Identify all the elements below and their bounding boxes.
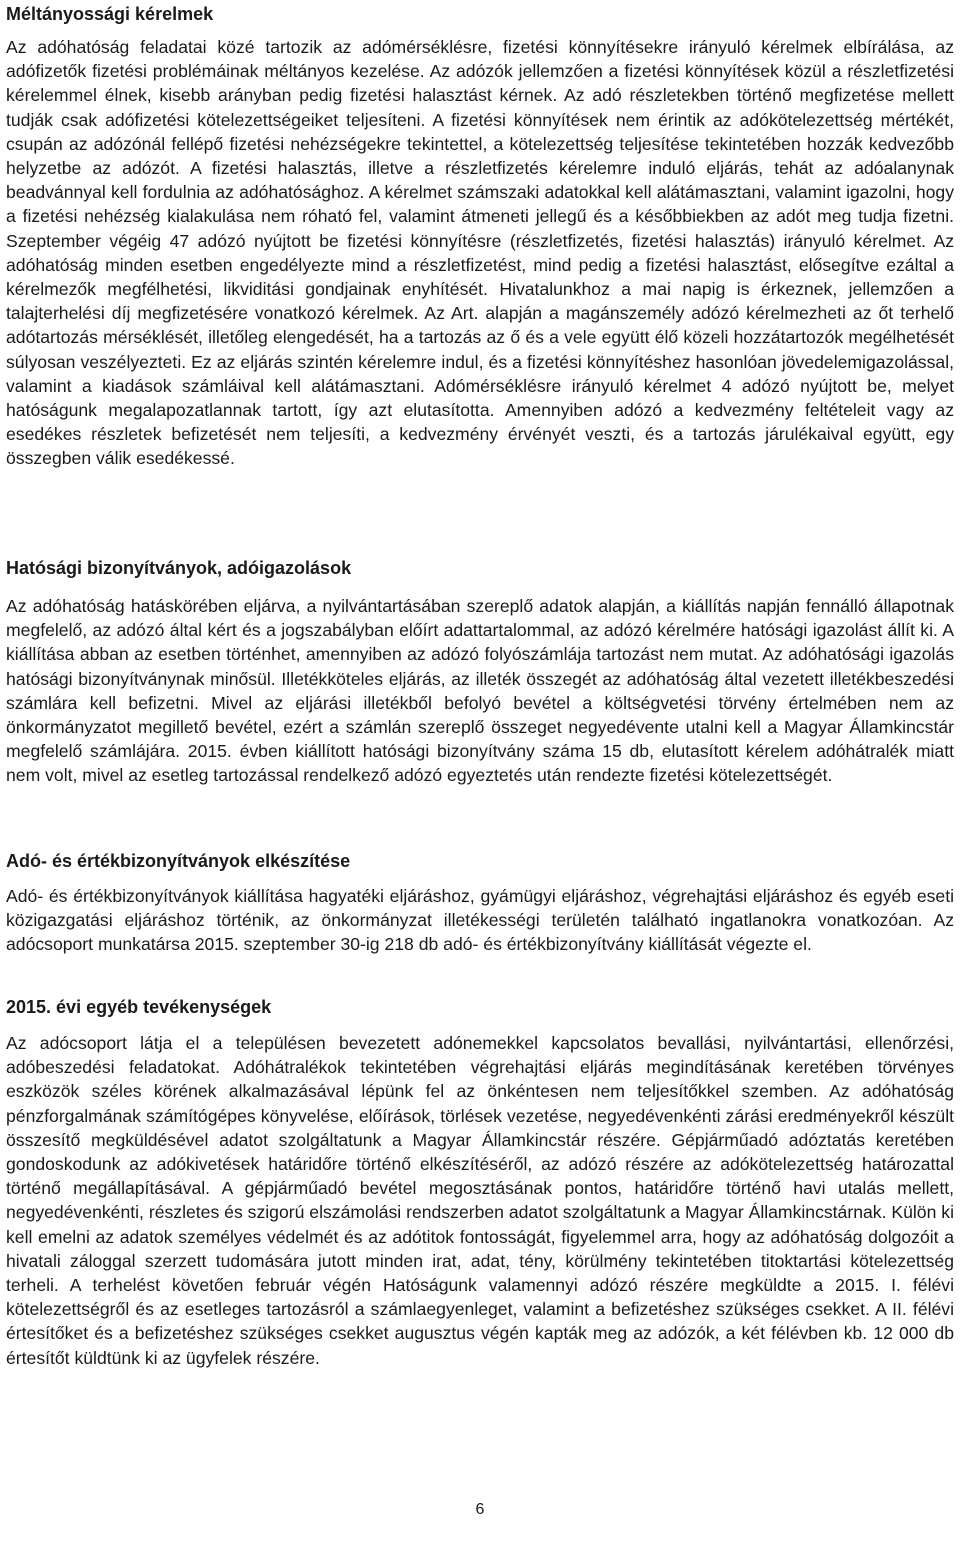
section-body-hatosagi-bizonyitvanyok: Az adóhatóság hatáskörében eljárva, a nyilvántartásában szereplő adatok alapján, a kiállítás napján fennálló állapotnak megfelelő, az adózó által kért és a jogszabályban előírt adattartalommal, az adózó kérelmére hatósági igazolást állít ki. A kiállítása abban az esetben történhet, amennyiben az adózó folyószámlája tartozást nem mutat. Az adóhatósági igazolás hatósági bizonyítványnak minősül. Illetékköteles eljárás, az illeték összegét az adóhatóság által vezetett illetékbeszedési számlára kell befizetni. Mivel az eljárási illetékből befolyó bevétel a költségvetési törvény értelmében nem az önkormányzatot megillető bevétel, ezért a számlán szereplő összeget negyedévente utalni kell a Magyar Államkincstár megfelelő számlájára. 2015. évben kiállított hatósági bizonyítvány száma 15 db, elutasított kérelem adóhátralék miatt nem volt, mivel az esetleg tartozással rendelkező adózó egyeztetés után rendezte fizetési kötelezettségét.	[6, 596, 954, 786]
section-heading-egyeb-tevekenysegek: 2015. évi egyéb tevékenységek	[6, 997, 272, 1017]
section-heading-hatosagi-bizonyitvanyok: Hatósági bizonyítványok, adóigazolások	[6, 558, 352, 578]
section-body-egyeb-tevekenysegek: Az adócsoport látja el a településen bevezetett adónemekkel kapcsolatos bevallási, nyilvántartási, ellenőrzési, adóbeszedési feladatokat. Adóhátralékok tekintetében végrehajtási eljárás megindításának keretében törvényes eszközök széles körének alkalmazásával lépünk fel az önkéntesen nem teljesítőkkel szemben. Az adóhatóság pénzforgalmának számítógépes könyvelése, előírások, törlések vezetése, negyedévenkénti zárási eredményekről készült összesítő megküldésével adatot szolgáltatunk a Magyar Államkincstár részére. Gépjárműadó adóztatás keretében gondoskodunk az adókivetések határidőre történő elkészítéséről, az adózó részére az adókötelezettség határozattal történő megállapításával. A gépjárműadó bevétel megosztásának pontos, határidőre történő havi utalás mellett, negyedévenkénti, részletes és szigorú elszámolási rendszerben adatot szolgáltatunk a Magyar Államkincstárnak. Külön ki kell emelni az adatok személyes védelmét és az adótitok fontosságát, figyelemmel arra, hogy az adóhatóság dolgozóit a hivatali záloggal szerzett tudomására jutott minden irat, adat, tény, körülmény tekintetében titoktartási kötelezettség terheli. A terhelést követően február végén Hatóságunk valamennyi adózó részére megküldte a 2015. I. félévi kötelezettségről és az esetleges tartozásról a számlaegyenleget, valamint a befizetéshez szükséges csekket. A II. félévi értesítőket és a befizetéshez szükséges csekket augusztus végén kapták meg az adózók, a két félévben kb. 12 000 db értesítőt küldtünk ki az ügyfelek részére.	[6, 1033, 954, 1368]
section-heading-meltanyossagi-kerelmek: Méltányossági kérelmek	[6, 4, 214, 24]
section-body-ado-es-ertekbizonyitvanyok: Adó- és értékbizonyítványok kiállítása hagyatéki eljáráshoz, gyámügyi eljáráshoz, végrehajtási eljáráshoz és egyéb eseti közigazgatási eljáráshoz történik, az önkormányzat illetékességi területén található ingatlanokra vonatkozóan. Az adócsoport munkatársa 2015. szeptember 30-ig 218 db adó- és értékbizonyítvány kiállítását végezte el.	[6, 886, 954, 955]
section-body-meltanyossagi-kerelmek: Az adóhatóság feladatai közé tartozik az adómérséklésre, fizetési könnyítésekre irányuló kérelmek elbírálása, az adófizetők fizetési problémáinak méltányos kezelése. Az adózók jellemzően a fizetési könnyítések közül a részletfizetési kérelemmel élnek, kisebb arányban pedig fizetési halasztást kérnek. Az adó részletekben történő megfizetése mellett tudják csak adófizetési kötelezettségeiket teljesíteni. A fizetési könnyítések nem érintik az adókötelezettség mértékét, csupán az adózónál fellépő fizetési nehézségekre tekintettel, a kötelezettség teljesítése tekintetében hozzák kedvezőbb helyzetbe az adózót. A fizetési halasztás, illetve a részletfizetés kérelemre induló eljárás, tehát az adóalanynak beadvánnyal kell fordulnia az adóhatósághoz. A kérelmet számszaki adatokkal kell alátámasztani, valamint igazolni, hogy a fizetési nehézség kialakulása nem róható fel, valamint átmeneti jellegű és a későbbiekben az adót meg tudja fizetni. Szeptember végéig 47 adózó nyújtott be fizetési könnyítésre (részletfizetés, fizetési halasztás) irányuló kérelmet. Az adóhatóság minden esetben engedélyezte mind a részletfizetést, mind pedig a fizetési halasztást, elősegítve ezáltal a kérelmezők megfélhetési, likviditási gondjainak enyhítését. Hivatalunkhoz a mai napig is érkeznek, jellemzően a talajterhelési díj megfizetésére vonatkozó kérelmek. Az Art. alapján a magánszemély adózó kérelmezheti az őt terhelő adótartozás mérséklését, illetőleg elengedését, ha a tartozás az ő és a vele együtt élő közeli hozzátartozók megélhetését súlyosan veszélyezteti. Ez az eljárás szintén kérelemre indul, és a fizetési könnyítéshez hasonlóan jövedelemigazolással, valamint a kiadások számláival kell alátámasztani. Adómérséklésre irányuló kérelmet 4 adózó nyújtott be, melyet hatóságunk megalapozatlannak tartott, így azt elutasította. Amennyiben adózó a kedvezmény feltételeit vagy az esedékes részletek befizetését nem teljesíti, a kedvezmény érvényét veszti, és a tartozás járulékaival együtt, egy összegben válik esedékessé.	[6, 37, 954, 469]
section-heading-ado-es-ertekbizonyitvanyok: Adó- és értékbizonyítványok elkészítése	[6, 851, 351, 871]
page-number: 6	[475, 1501, 485, 1518]
